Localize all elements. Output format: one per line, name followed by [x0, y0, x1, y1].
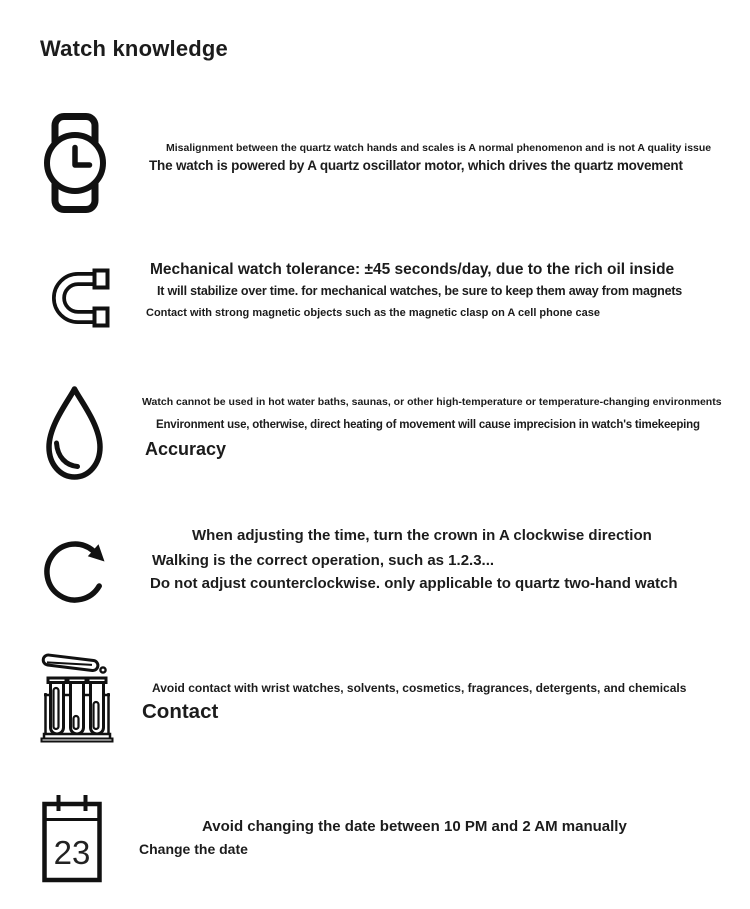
text-line: Watch cannot be used in hot water baths, saunas, or other high-temperature or temperature-changing environments: [142, 396, 722, 408]
text-line: Do not adjust counterclockwise. only applicable to quartz two-hand watch: [150, 575, 678, 592]
page-title: Watch knowledge: [40, 36, 228, 61]
text-line: Mechanical watch tolerance: ±45 seconds/day, due to the rich oil inside: [150, 261, 675, 278]
text-line: Walking is the correct operation, such as 1.2.3...: [152, 552, 495, 569]
calendar-day-number: 23: [53, 834, 91, 871]
text-line: Change the date: [139, 841, 248, 857]
text-line: Contact with strong magnetic objects such as the magnetic clasp on A cell phone case: [146, 307, 600, 319]
water-drop-icon: [42, 385, 107, 483]
text-line: The watch is powered by A quartz oscillator motor, which drives the quartz movement: [149, 158, 683, 173]
calendar-icon: [42, 793, 102, 883]
text-line: When adjusting the time, turn the crown in A clockwise direction: [192, 527, 652, 544]
magnet-icon: [48, 268, 110, 328]
text-line: It will stabilize over time. for mechanical watches, be sure to keep them away from magnets: [157, 284, 683, 298]
text-line: Misalignment between the quartz watch hands and scales is A normal phenomenon and is not A quality issue: [166, 142, 712, 154]
watch-icon: [44, 113, 106, 213]
section-heading: Accuracy: [145, 439, 227, 459]
text-line: Environment use, otherwise, direct heating of movement will cause imprecision in watch's timekeeping: [156, 419, 700, 431]
clockwise-arrow-icon: [42, 525, 113, 615]
text-line: Avoid changing the date between 10 PM and 2 AM manually: [202, 818, 627, 835]
section-heading: Contact: [142, 700, 219, 723]
text-line: Avoid contact with wrist watches, solvents, cosmetics, fragrances, detergents, and chemicals: [152, 681, 687, 695]
test-tubes-icon: [40, 650, 114, 743]
